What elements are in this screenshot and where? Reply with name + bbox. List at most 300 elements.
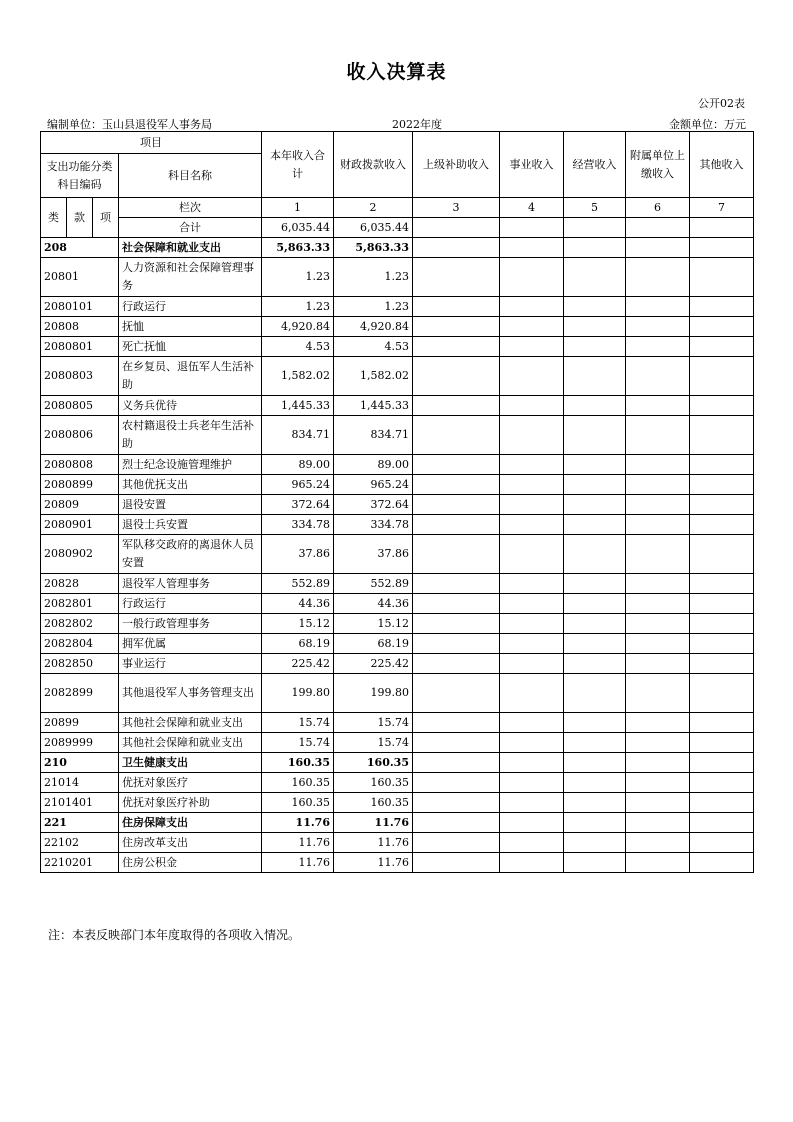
empty-cell: [564, 495, 626, 515]
empty-cell: [690, 396, 754, 416]
subject-code: 2089999: [41, 733, 119, 753]
empty-cell: [690, 733, 754, 753]
empty-cell: [500, 455, 564, 475]
subject-name: 住房改革支出: [119, 833, 262, 853]
total-income-value: 15.12: [262, 614, 334, 634]
table-row: [41, 733, 754, 753]
empty-cell: [690, 416, 754, 455]
total-income-value: 44.36: [262, 594, 334, 614]
empty-cell: [500, 337, 564, 357]
empty-cell: [626, 455, 690, 475]
subject-code: 22102: [41, 833, 119, 853]
table-row: [41, 654, 754, 674]
empty-cell: [626, 515, 690, 535]
empty-cell: [500, 317, 564, 337]
total-income-value: 160.35: [262, 753, 334, 773]
empty-cell: [500, 357, 564, 396]
total-income-value: 89.00: [262, 455, 334, 475]
total-income-value: 965.24: [262, 475, 334, 495]
fiscal-income-value: 4.53: [334, 337, 413, 357]
empty-cell: [690, 297, 754, 317]
empty-cell: [626, 317, 690, 337]
subject-code: 20828: [41, 574, 119, 594]
subject-name: 烈士纪念设施管理维护: [119, 455, 262, 475]
subject-code: 2080806: [41, 416, 119, 455]
total-income-value: 11.76: [262, 833, 334, 853]
total-income-value: 15.74: [262, 713, 334, 733]
empty-cell: [500, 396, 564, 416]
empty-cell: [690, 574, 754, 594]
empty-cell: [500, 853, 564, 873]
subject-name: 其他社会保障和就业支出: [119, 713, 262, 733]
empty-cell: [413, 654, 500, 674]
empty-cell: [626, 614, 690, 634]
empty-cell: [690, 773, 754, 793]
empty-cell: [564, 535, 626, 574]
empty-cell: [690, 535, 754, 574]
page-title: 收入决算表: [346, 61, 447, 83]
table-row: [41, 674, 754, 713]
col-num-3: 3: [413, 198, 500, 218]
subject-code: 20809: [41, 495, 119, 515]
empty-cell: [500, 594, 564, 614]
empty-cell: [690, 853, 754, 873]
subject-code: 2082899: [41, 674, 119, 713]
subject-code: 2210201: [41, 853, 119, 873]
total-income-value: 1,582.02: [262, 357, 334, 396]
empty-cell: [690, 594, 754, 614]
subject-name: 其他优抚支出: [119, 475, 262, 495]
subject-code: 2080805: [41, 396, 119, 416]
empty-cell: [564, 455, 626, 475]
total-income-value: 11.76: [262, 853, 334, 873]
empty-cell: [413, 396, 500, 416]
empty-cell: [626, 297, 690, 317]
table-row: [41, 713, 754, 733]
empty-cell: [690, 753, 754, 773]
header-row-project: [41, 132, 754, 154]
empty-cell: [413, 297, 500, 317]
subject-code: 2082802: [41, 614, 119, 634]
empty-cell: [626, 833, 690, 853]
subject-name: 住房公积金: [119, 853, 262, 873]
empty-cell: [500, 515, 564, 535]
fiscal-income-value: 834.71: [334, 416, 413, 455]
table-row: [41, 495, 754, 515]
subject-name: 退役安置: [119, 495, 262, 515]
empty-cell: [500, 813, 564, 833]
total-income-value: 225.42: [262, 654, 334, 674]
empty-cell: [564, 853, 626, 873]
empty-cell: [564, 337, 626, 357]
footnote: 注：本表反映部门本年度取得的各项收入情况。: [48, 928, 301, 942]
money-unit: 金额单位：万元: [669, 118, 746, 131]
empty-cell: [690, 634, 754, 654]
empty-cell: [690, 218, 754, 238]
fiscal-income-value: 5,863.33: [334, 238, 413, 258]
empty-cell: [413, 416, 500, 455]
fiscal-income-value: 1.23: [334, 258, 413, 297]
empty-cell: [413, 535, 500, 574]
empty-cell: [564, 654, 626, 674]
empty-cell: [626, 793, 690, 813]
total-income-value: 1,445.33: [262, 396, 334, 416]
table-row: [41, 337, 754, 357]
table-row: [41, 614, 754, 634]
empty-cell: [500, 833, 564, 853]
table-row: [41, 833, 754, 853]
table-row: [41, 853, 754, 873]
empty-cell: [564, 793, 626, 813]
fiscal-year: 2022年度: [392, 118, 442, 131]
fiscal-income-value: 160.35: [334, 753, 413, 773]
header-lanci: 栏次: [119, 198, 262, 218]
subject-name: 人力资源和社会保障管理事务: [119, 258, 262, 297]
table-row: [41, 753, 754, 773]
table-row: [41, 455, 754, 475]
fiscal-income-value: 334.78: [334, 515, 413, 535]
subject-name: 拥军优属: [119, 634, 262, 654]
empty-cell: [413, 337, 500, 357]
fiscal-income-value: 68.19: [334, 634, 413, 654]
subject-name: 退役士兵安置: [119, 515, 262, 535]
table-row: [41, 297, 754, 317]
empty-cell: [564, 574, 626, 594]
empty-cell: [626, 574, 690, 594]
empty-cell: [690, 475, 754, 495]
col-num-5: 5: [564, 198, 626, 218]
subject-code: 2082801: [41, 594, 119, 614]
empty-cell: [413, 357, 500, 396]
fiscal-income-value: 199.80: [334, 674, 413, 713]
subject-code: 221: [41, 813, 119, 833]
fiscal-income-value: 15.74: [334, 733, 413, 753]
fiscal-income-value: 160.35: [334, 773, 413, 793]
col-num-2: 2: [334, 198, 413, 218]
table-row: [41, 317, 754, 337]
header-other-income: 其他收入: [690, 132, 754, 198]
col-num-4: 4: [500, 198, 564, 218]
table-row: [41, 396, 754, 416]
empty-cell: [500, 773, 564, 793]
empty-cell: [690, 654, 754, 674]
subject-name: 行政运行: [119, 297, 262, 317]
header-fiscal-income: 财政拨款收入: [334, 132, 413, 198]
empty-cell: [564, 813, 626, 833]
table-row: [41, 535, 754, 574]
empty-cell: [626, 674, 690, 713]
total-income-value: 334.78: [262, 515, 334, 535]
table-row: [41, 258, 754, 297]
empty-cell: [564, 614, 626, 634]
subject-name: 优抚对象医疗补助: [119, 793, 262, 813]
empty-cell: [413, 258, 500, 297]
empty-cell: [626, 654, 690, 674]
empty-cell: [564, 238, 626, 258]
empty-cell: [626, 337, 690, 357]
subject-name: 其他退役军人事务管理支出: [119, 674, 262, 713]
empty-cell: [413, 218, 500, 238]
empty-cell: [564, 515, 626, 535]
table-row: [41, 594, 754, 614]
empty-cell: [626, 475, 690, 495]
empty-cell: [413, 475, 500, 495]
fiscal-income-value: 11.76: [334, 853, 413, 873]
empty-cell: [413, 614, 500, 634]
empty-cell: [413, 515, 500, 535]
fiscal-income-value: 15.12: [334, 614, 413, 634]
total-income-value: 372.64: [262, 495, 334, 515]
table-row: [41, 515, 754, 535]
subject-code: 2080808: [41, 455, 119, 475]
empty-cell: [500, 535, 564, 574]
subject-name: 义务兵优待: [119, 396, 262, 416]
empty-cell: [564, 713, 626, 733]
empty-cell: [626, 733, 690, 753]
fiscal-income-value: 11.76: [334, 833, 413, 853]
empty-cell: [500, 713, 564, 733]
fiscal-income-value: 15.74: [334, 713, 413, 733]
empty-cell: [413, 853, 500, 873]
total-income-value: 834.71: [262, 416, 334, 455]
empty-cell: [500, 475, 564, 495]
empty-cell: [500, 574, 564, 594]
empty-cell: [626, 853, 690, 873]
empty-cell: [413, 753, 500, 773]
empty-cell: [626, 813, 690, 833]
subject-name: 卫生健康支出: [119, 753, 262, 773]
form-code: 公开02表: [698, 97, 745, 110]
empty-cell: [626, 634, 690, 654]
table-row: [41, 793, 754, 813]
empty-cell: [413, 455, 500, 475]
col-num-7: 7: [690, 198, 754, 218]
empty-cell: [626, 594, 690, 614]
empty-cell: [626, 238, 690, 258]
fiscal-income-value: 225.42: [334, 654, 413, 674]
empty-cell: [690, 713, 754, 733]
subject-name: 在乡复员、退伍军人生活补助: [119, 357, 262, 396]
subject-code: 2080899: [41, 475, 119, 495]
header-function-code: 支出功能分类科目编码: [41, 154, 119, 198]
subject-code: 2080901: [41, 515, 119, 535]
empty-cell: [500, 495, 564, 515]
empty-cell: [690, 813, 754, 833]
empty-cell: [500, 218, 564, 238]
empty-cell: [564, 594, 626, 614]
empty-cell: [413, 317, 500, 337]
total-income-value: 37.86: [262, 535, 334, 574]
total-income-value: 552.89: [262, 574, 334, 594]
table-row: [41, 475, 754, 495]
empty-cell: [690, 455, 754, 475]
header-subject-name: 科目名称: [119, 154, 262, 198]
empty-cell: [626, 396, 690, 416]
total-income-value: 1.23: [262, 297, 334, 317]
empty-cell: [500, 654, 564, 674]
header-lei: 类: [41, 198, 67, 238]
subject-code: 2082804: [41, 634, 119, 654]
empty-cell: [413, 574, 500, 594]
empty-cell: [500, 733, 564, 753]
fiscal-income-value: 552.89: [334, 574, 413, 594]
fiscal-income-value: 372.64: [334, 495, 413, 515]
empty-cell: [564, 475, 626, 495]
empty-cell: [500, 297, 564, 317]
empty-cell: [564, 634, 626, 654]
empty-cell: [690, 238, 754, 258]
total-income-value: 199.80: [262, 674, 334, 713]
total-income-value: 4.53: [262, 337, 334, 357]
col-num-1: 1: [262, 198, 334, 218]
header-project: 项目: [41, 132, 262, 154]
empty-cell: [626, 773, 690, 793]
table-row: [41, 574, 754, 594]
empty-cell: [564, 258, 626, 297]
empty-cell: [500, 793, 564, 813]
fiscal-income-value: 4,920.84: [334, 317, 413, 337]
subject-code: 2082850: [41, 654, 119, 674]
col-num-6: 6: [626, 198, 690, 218]
empty-cell: [413, 773, 500, 793]
empty-cell: [564, 773, 626, 793]
fiscal-income-value: 11.76: [334, 813, 413, 833]
empty-cell: [500, 238, 564, 258]
empty-cell: [690, 674, 754, 713]
total-income-value: 1.23: [262, 258, 334, 297]
subject-code: 2080801: [41, 337, 119, 357]
subject-name: 一般行政管理事务: [119, 614, 262, 634]
table-row: [41, 416, 754, 455]
subject-name: 死亡抚恤: [119, 337, 262, 357]
empty-cell: [626, 357, 690, 396]
empty-cell: [690, 614, 754, 634]
empty-cell: [564, 733, 626, 753]
empty-cell: [690, 515, 754, 535]
empty-cell: [564, 674, 626, 713]
subject-code: 20801: [41, 258, 119, 297]
total-income-value: 15.74: [262, 733, 334, 753]
empty-cell: [413, 793, 500, 813]
total-income-value: 4,920.84: [262, 317, 334, 337]
empty-cell: [413, 594, 500, 614]
subject-code: 2080803: [41, 357, 119, 396]
table-row: [41, 634, 754, 654]
fiscal-income-value: 1,445.33: [334, 396, 413, 416]
total-income-value: 68.19: [262, 634, 334, 654]
subject-code: 2080101: [41, 297, 119, 317]
empty-cell: [690, 337, 754, 357]
subject-code: 21014: [41, 773, 119, 793]
header-kuan: 款: [67, 198, 93, 238]
empty-cell: [413, 634, 500, 654]
total-income-value: 160.35: [262, 793, 334, 813]
empty-cell: [413, 238, 500, 258]
fiscal-income-value: 965.24: [334, 475, 413, 495]
subject-name: 优抚对象医疗: [119, 773, 262, 793]
subject-name: 抚恤: [119, 317, 262, 337]
compiling-unit: 编制单位：玉山县退役军人事务局: [47, 118, 212, 131]
subject-code: 210: [41, 753, 119, 773]
subject-name: 住房保障支出: [119, 813, 262, 833]
header-row-lanci: [41, 198, 754, 218]
table-row: [41, 813, 754, 833]
total-income-value: 5,863.33: [262, 238, 334, 258]
subject-name: 其他社会保障和就业支出: [119, 733, 262, 753]
empty-cell: [413, 713, 500, 733]
total-income-value: 6,035.44: [262, 218, 334, 238]
subject-code: 20808: [41, 317, 119, 337]
table-row: [41, 357, 754, 396]
total-income-value: 11.76: [262, 813, 334, 833]
total-row: [41, 218, 754, 238]
fiscal-income-value: 160.35: [334, 793, 413, 813]
meta-line: [47, 116, 746, 130]
header-total-income: 本年收入合计: [262, 132, 334, 198]
empty-cell: [564, 416, 626, 455]
empty-cell: [690, 258, 754, 297]
subject-name: 社会保障和就业支出: [119, 238, 262, 258]
empty-cell: [564, 396, 626, 416]
header-affiliated-income: 附属单位上缴收入: [626, 132, 690, 198]
table-row: [41, 773, 754, 793]
subject-name: 军队移交政府的离退休人员安置: [119, 535, 262, 574]
empty-cell: [413, 813, 500, 833]
fiscal-income-value: 89.00: [334, 455, 413, 475]
empty-cell: [626, 753, 690, 773]
empty-cell: [500, 258, 564, 297]
fiscal-income-value: 1,582.02: [334, 357, 413, 396]
subject-name: 退役军人管理事务: [119, 574, 262, 594]
fiscal-income-value: 44.36: [334, 594, 413, 614]
empty-cell: [564, 833, 626, 853]
empty-cell: [626, 535, 690, 574]
subject-code: 208: [41, 238, 119, 258]
subject-name: 事业运行: [119, 654, 262, 674]
empty-cell: [413, 733, 500, 753]
empty-cell: [413, 495, 500, 515]
empty-cell: [500, 634, 564, 654]
empty-cell: [690, 357, 754, 396]
header-career-income: 事业收入: [500, 132, 564, 198]
empty-cell: [690, 833, 754, 853]
income-table: [40, 131, 754, 873]
empty-cell: [564, 357, 626, 396]
header-upper-subsidy: 上级补助收入: [413, 132, 500, 198]
fiscal-income-value: 37.86: [334, 535, 413, 574]
total-income-value: 160.35: [262, 773, 334, 793]
empty-cell: [564, 753, 626, 773]
empty-cell: [564, 218, 626, 238]
header-xiang: 项: [93, 198, 119, 238]
empty-cell: [626, 416, 690, 455]
subject-code: 20899: [41, 713, 119, 733]
subject-name: 行政运行: [119, 594, 262, 614]
table-row: [41, 238, 754, 258]
empty-cell: [690, 317, 754, 337]
total-label: 合计: [119, 218, 262, 238]
empty-cell: [564, 297, 626, 317]
empty-cell: [626, 713, 690, 733]
empty-cell: [626, 218, 690, 238]
empty-cell: [690, 495, 754, 515]
empty-cell: [500, 753, 564, 773]
fiscal-income-value: 1.23: [334, 297, 413, 317]
empty-cell: [564, 317, 626, 337]
subject-code: 2101401: [41, 793, 119, 813]
empty-cell: [500, 614, 564, 634]
empty-cell: [500, 674, 564, 713]
